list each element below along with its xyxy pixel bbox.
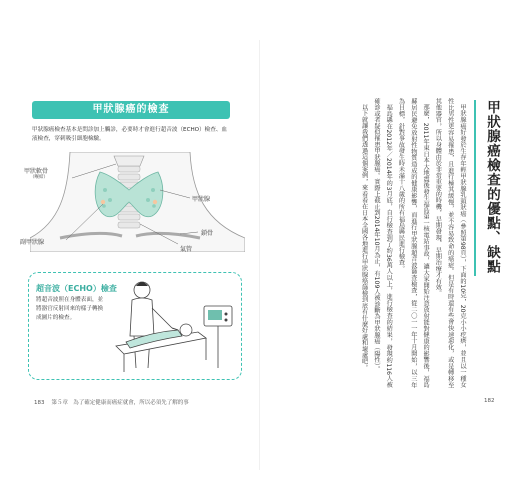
- chapter-label: 第５章: [51, 400, 69, 406]
- echo-title: 超音波（ECHO）檢查: [36, 284, 117, 293]
- label-thyroid: 甲狀腺: [192, 196, 211, 203]
- label-parathyroid: 副甲狀腺: [20, 239, 45, 246]
- chapter-title: 為了確定健康而癌症就會，所以必須先了解的事: [73, 400, 189, 406]
- echo-exam-illustration: [112, 276, 238, 376]
- page-title: 甲狀腺癌檢查的優點、缺點: [484, 100, 500, 274]
- label-adams-apple: （喉結）: [30, 175, 48, 180]
- thyroid-figure: [20, 152, 245, 253]
- paragraph: 以下就讓我們透過這個案例，來看看在日本全國各地進行甲狀腺癌篩檢到底有什麼好處和壞處吧。: [360, 104, 368, 371]
- section-title: 甲狀腺癌的檢查: [32, 101, 230, 119]
- left-folio: [34, 398, 189, 406]
- intro-text: 甲狀腺癌檢查基本是問診加上觸診，必要時才會進行超音波（ECHO）檢查、血液檢查，穿刺吸引細胞檢驗。: [32, 127, 228, 142]
- label-trachea: 氣管: [180, 246, 193, 253]
- body-text: [320, 98, 468, 388]
- paragraph: 那麼，2011年東日本大地震後發生福島第一核電站事故，讓大家開始注意放射能對健康的影響後，福島縣居民避免放射性物質造成的健康影響，而進行甲狀腺超音波篩查檢查，從二〇一一年十月開始，以三年為目標，針對事故發生時未滿十八歲的所有福島縣民進行檢查。: [397, 98, 430, 388]
- right-page: [260, 0, 520, 500]
- echo-description: 將超音波照在身體表面，並將器官反射回來的樣子轉換成圖片的檢查。: [36, 297, 104, 321]
- paragraph: 福島縣在2012年／2014年的3月底，自行檢查到了約36萬人以上，進行檢查的結果，發現約116人被確診或者疑似罹患甲狀腺癌。實際上截止到2014年10月為止，有109人被診斷為甲狀腺癌（陽性）。: [372, 98, 393, 388]
- label-thyroid-cartilage: 甲狀軟骨: [24, 168, 49, 175]
- neck-illustration: [30, 152, 245, 252]
- paragraph: 甲狀腺癌好發於生存年輕甲狀腺乳頭狀癌（參照第98頁），下面的10克，20克小小疙瘩，並且以一種女性比男性更容易罹患，且進行極其緩慢，並不容易致命的癌症。但是有時還有些會快速惡化，或是轉移至其他器官，所以身體由於非常重要的時機，早期發現、早期治療才有效。: [434, 98, 466, 388]
- left-page-number: 183: [34, 400, 45, 406]
- right-page-number: 182: [484, 398, 495, 404]
- label-collarbone: 鎖骨: [201, 230, 214, 237]
